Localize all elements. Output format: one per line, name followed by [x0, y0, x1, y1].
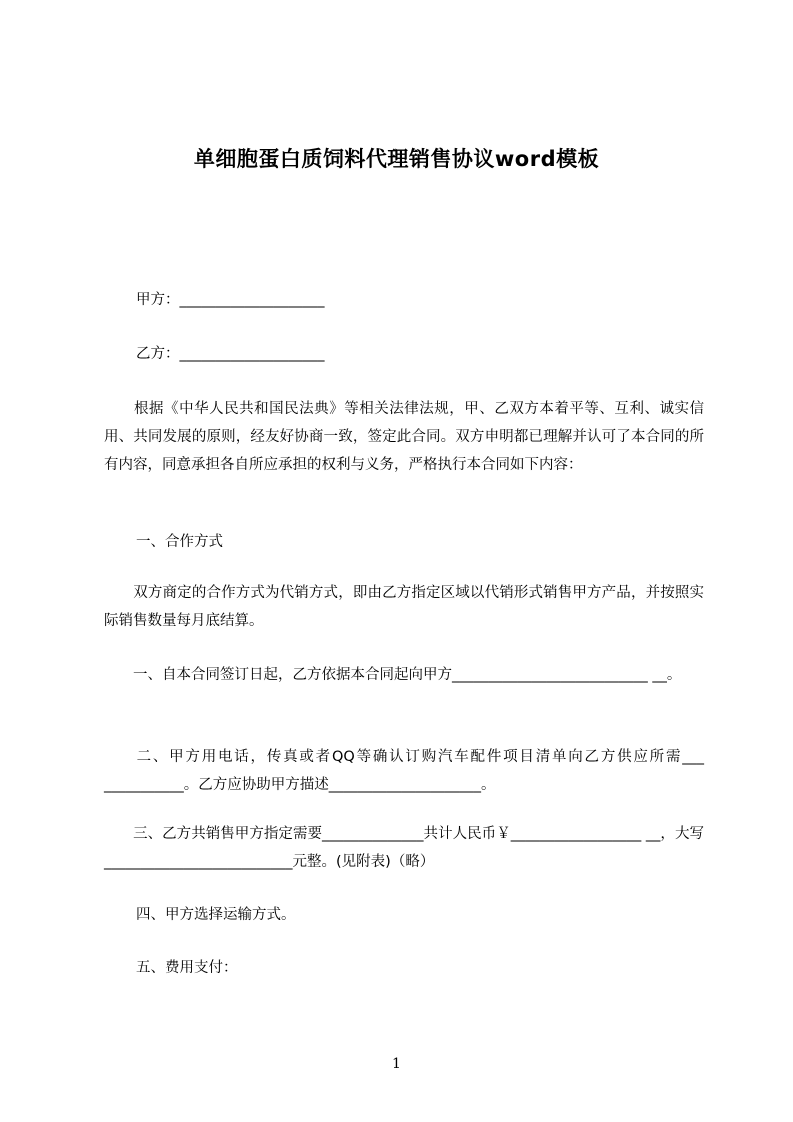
clause-3: 三、乙方共销售甲方指定需要______________共计人民币￥__________________ __，大写__________________________元整。(见附表)（略）: [104, 826, 704, 870]
party-a-line: 甲方：____________________: [136, 292, 325, 308]
page-number: 1: [392, 1056, 401, 1072]
intro-paragraph: 根据《中华人民共和国民法典》等相关法律法规，甲、乙双方本着平等、互利、诚实信用、共同发展的原则，经友好协商一致，签定此合同。双方申明都已理解并认可了本合同的所有内容，同意承担各自所应承担的权利与义务，严格执行本合同如下内容：: [104, 401, 704, 473]
section-1-body: 双方商定的合作方式为代销方式，即由乙方指定区域以代销形式销售甲方产品，并按照实际销售数量每月底结算。: [104, 585, 704, 629]
clause-4: 四、甲方选择运输方式。: [136, 907, 296, 923]
clause-1: 一、自本合同签订日起，乙方依据本合同起向甲方___________________________ __。: [104, 667, 682, 683]
document-title: 单细胞蛋白质饲料代理销售协议word模板: [193, 147, 600, 171]
party-b-line: 乙方：____________________: [136, 346, 325, 362]
clause-5: 五、费用支付：: [136, 960, 238, 976]
clause-2: 二、甲方用电话，传真或者QQ等确认订购汽车配件项目清单向乙方供应所需___ ___________。乙方应协助甲方描述_____________________。: [104, 749, 704, 793]
section-1-heading: 一、合作方式: [136, 534, 223, 550]
